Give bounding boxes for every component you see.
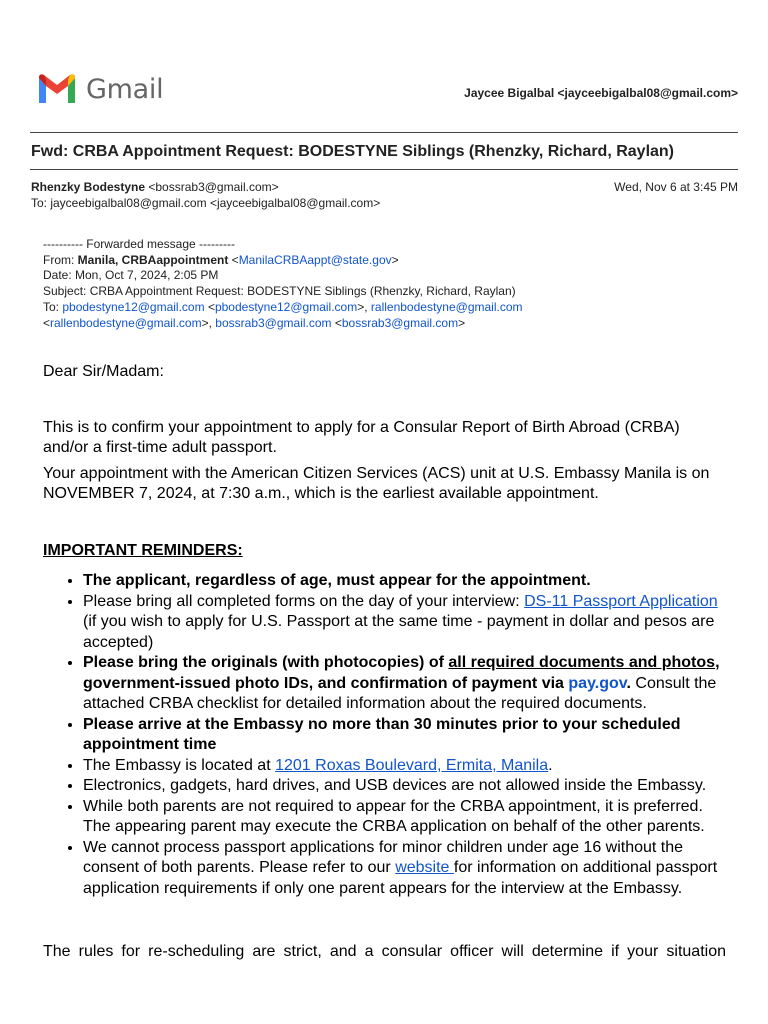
- gmail-wordmark: Gmail: [86, 73, 164, 105]
- recipient-link[interactable]: pbodestyne12@gmail.com: [214, 299, 358, 314]
- forwarded-header: [43, 237, 733, 331]
- body-paragraph: Your appointment with the American Citizen Services (ACS) unit at U.S. Embassy Manila is on NOVEMBER 7, 2024, at 7:30 a.m., which is the earliest available appointment.: [43, 465, 710, 502]
- list-item: • We cannot process passport applications for minor children under age 16 without the consent of both parents. Please refer to our website for information on additional passport application requirements if only one parent appears for the interview at the Embassy.: [83, 838, 726, 900]
- divider-subject: [30, 169, 738, 170]
- greeting: Dear Sir/Madam:: [43, 363, 164, 380]
- forward-from: From: Manila, CRBAappointment <ManilaCRBAappt@state.gov>: [43, 252, 399, 267]
- email-print-header: [0, 0, 768, 132]
- address-link[interactable]: 1201 Roxas Boulevard, Ermita, Manila: [275, 756, 549, 774]
- email-subject: Fwd: CRBA Appointment Request: BODESTYNE Siblings (Rhenzky, Richard, Raylan): [31, 143, 675, 160]
- forward-to: To: pbodestyne12@gmail.com <pbodestyne12@gmail.com>, rallenbodestyne@gmail.com <rallenbodestyne@gmail.com>, bossrab3@gmail.com <bossrab3@gmail.com>: [43, 299, 523, 330]
- sender-email: <bossrab3@gmail.com>: [148, 180, 279, 194]
- ds11-link[interactable]: DS-11 Passport Application: [524, 592, 718, 610]
- reminders-heading: IMPORTANT REMINDERS:: [43, 542, 243, 559]
- message-meta: [31, 179, 738, 211]
- list-item: • Electronics, gadgets, hard drives, and USB devices are not allowed inside the Embassy.: [83, 776, 726, 797]
- forward-from-name: Manila, CRBAappointment: [77, 252, 229, 267]
- forward-separator: ---------- Forwarded message ---------: [43, 237, 235, 251]
- body-paragraph: The rules for re-scheduling are strict, and a consular officer will determine if your situation: [43, 943, 726, 960]
- recipient-link[interactable]: bossrab3@gmail.com: [341, 315, 459, 330]
- reminders-list: [43, 571, 726, 899]
- body-paragraph: This is to confirm your appointment to apply for a Consular Report of Birth Abroad (CRBA) and/or a first-time adult passport.: [43, 419, 680, 456]
- divider-top: [30, 132, 738, 133]
- recipient-link[interactable]: bossrab3@gmail.com: [215, 315, 332, 330]
- list-item: • The Embassy is located at 1201 Roxas Boulevard, Ermita, Manila.: [83, 756, 726, 777]
- message-date: Wed, Nov 6 at 3:45 PM: [614, 180, 738, 194]
- list-item: • Please bring the originals (with photocopies) of all required documents and photos, government-issued photo IDs, and confirmation of payment via pay.gov. Consult the attached CRBA checklist for detailed information about the required documents.: [83, 653, 726, 715]
- list-item: • Please arrive at the Embassy no more than 30 minutes prior to your scheduled appointment time: [83, 715, 726, 756]
- forward-from-email-link[interactable]: ManilaCRBAappt@state.gov: [238, 252, 392, 267]
- recipient-link[interactable]: pbodestyne12@gmail.com: [62, 299, 205, 314]
- list-item: • While both parents are not required to appear for the CRBA appointment, it is preferred. The appearing parent may execute the CRBA application on behalf of the other parents.: [83, 797, 726, 838]
- list-item: • Please bring all completed forms on the day of your interview: DS-11 Passport Application (if you wish to apply for U.S. Passport at the same time - payment in dollar and pesos are accepted): [83, 592, 726, 654]
- forward-date: Date: Mon, Oct 7, 2024, 2:05 PM: [43, 268, 219, 283]
- recipient-line: To: jayceebigalbal08@gmail.com <jayceebigalbal08@gmail.com>: [31, 196, 381, 210]
- gmail-m-icon: [36, 72, 78, 106]
- sender-name: Rhenzky Bodestyne: [31, 180, 146, 194]
- website-link[interactable]: website: [395, 859, 454, 876]
- list-item: • The applicant, regardless of age, must appear for the appointment.: [83, 571, 726, 592]
- recipient-link[interactable]: rallenbodestyne@gmail.com: [370, 299, 523, 314]
- recipient-link[interactable]: rallenbodestyne@gmail.com: [50, 315, 202, 330]
- forward-subject: Subject: CRBA Appointment Request: BODESTYNE Siblings (Rhenzky, Richard, Raylan): [43, 284, 516, 299]
- paygov-link[interactable]: pay.gov: [568, 674, 627, 692]
- gmail-logo: [36, 72, 163, 106]
- account-identity: Jaycee Bigalbal <jayceebigalbal08@gmail.com>: [464, 86, 738, 100]
